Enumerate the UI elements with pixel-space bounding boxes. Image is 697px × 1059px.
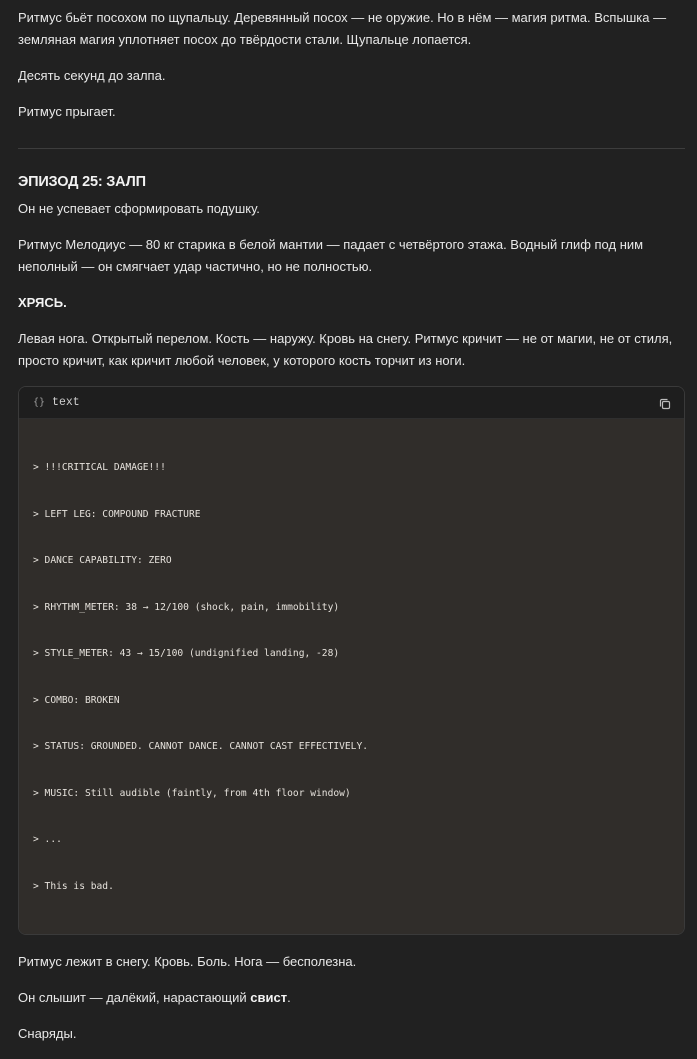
message-content <box>18 7 685 1059</box>
last-line: Снаряды. <box>18 1026 77 1041</box>
episode-paragraph-2: Ритмус Мелодиус — 80 кг старика в белой мантии — падает с четвёртого этажа. Водный глиф под ним неполный — он смягчает удар частично, но не полностью. <box>18 237 644 274</box>
intro-paragraph-2: Десять секунд до залпа. <box>18 68 166 83</box>
code-line: > !!!CRITICAL DAMAGE!!! <box>33 462 166 473</box>
code-language-label <box>33 392 80 414</box>
copy-icon[interactable] <box>658 396 672 410</box>
whistle-suffix: . <box>287 990 291 1005</box>
episode-paragraph-1: Он не успевает сформировать подушку. <box>18 201 260 216</box>
injury-paragraph: Левая нога. Открытый перелом. Кость — наружу. Кровь на снегу. Ритмус кричит — не от магии, не от стиля, просто кричит, как кричит любой человек, у которого кость торчит из ноги. <box>18 331 673 368</box>
code-line: > LEFT LEG: COMPOUND FRACTURE <box>33 508 201 520</box>
whistle-paragraph <box>18 987 685 1009</box>
code-line: > STYLE_METER: 43 → 15/100 (undignified landing, -28) <box>33 648 340 659</box>
episode-title: ЭПИЗОД 25: ЗАЛП <box>18 174 146 190</box>
code-line: > DANCE CAPABILITY: ZERO <box>33 555 172 566</box>
braces-icon: {} <box>33 396 46 408</box>
code-line: > This is bad. <box>33 880 114 892</box>
code-line: > RHYTHM_METER: 38 → 12/100 (shock, pain, immobility) <box>33 601 340 613</box>
code-line: > STATUS: GROUNDED. CANNOT DANCE. CANNOT CAST EFFECTIVELY. <box>33 741 369 752</box>
code-block <box>18 386 685 935</box>
intro-paragraph-1: Ритмус бьёт посохом по щупальцу. Деревянный посох — не оружие. Но в нём — магия ритма. Вспышка — земляная магия уплотняет посох до твёрдости стали. Щупальце лопается. <box>18 10 667 47</box>
whistle-bold: свист <box>250 990 288 1005</box>
code-line: > COMBO: BROKEN <box>33 694 120 706</box>
section-divider <box>18 148 685 149</box>
impact-word: ХРЯСЬ. <box>18 295 67 310</box>
code-line: > MUSIC: Still audible (faintly, from 4th floor window) <box>33 787 351 799</box>
after-paragraph-1: Ритмус лежит в снегу. Кровь. Боль. Нога — бесполезна. <box>18 954 357 969</box>
code-content <box>19 419 684 934</box>
code-line: > ... <box>33 834 62 845</box>
code-language: text <box>52 395 80 409</box>
whistle-prefix: Он слышит — далёкий, нарастающий <box>18 990 251 1005</box>
code-block-header <box>19 387 684 419</box>
intro-paragraph-3: Ритмус прыгает. <box>18 104 116 119</box>
